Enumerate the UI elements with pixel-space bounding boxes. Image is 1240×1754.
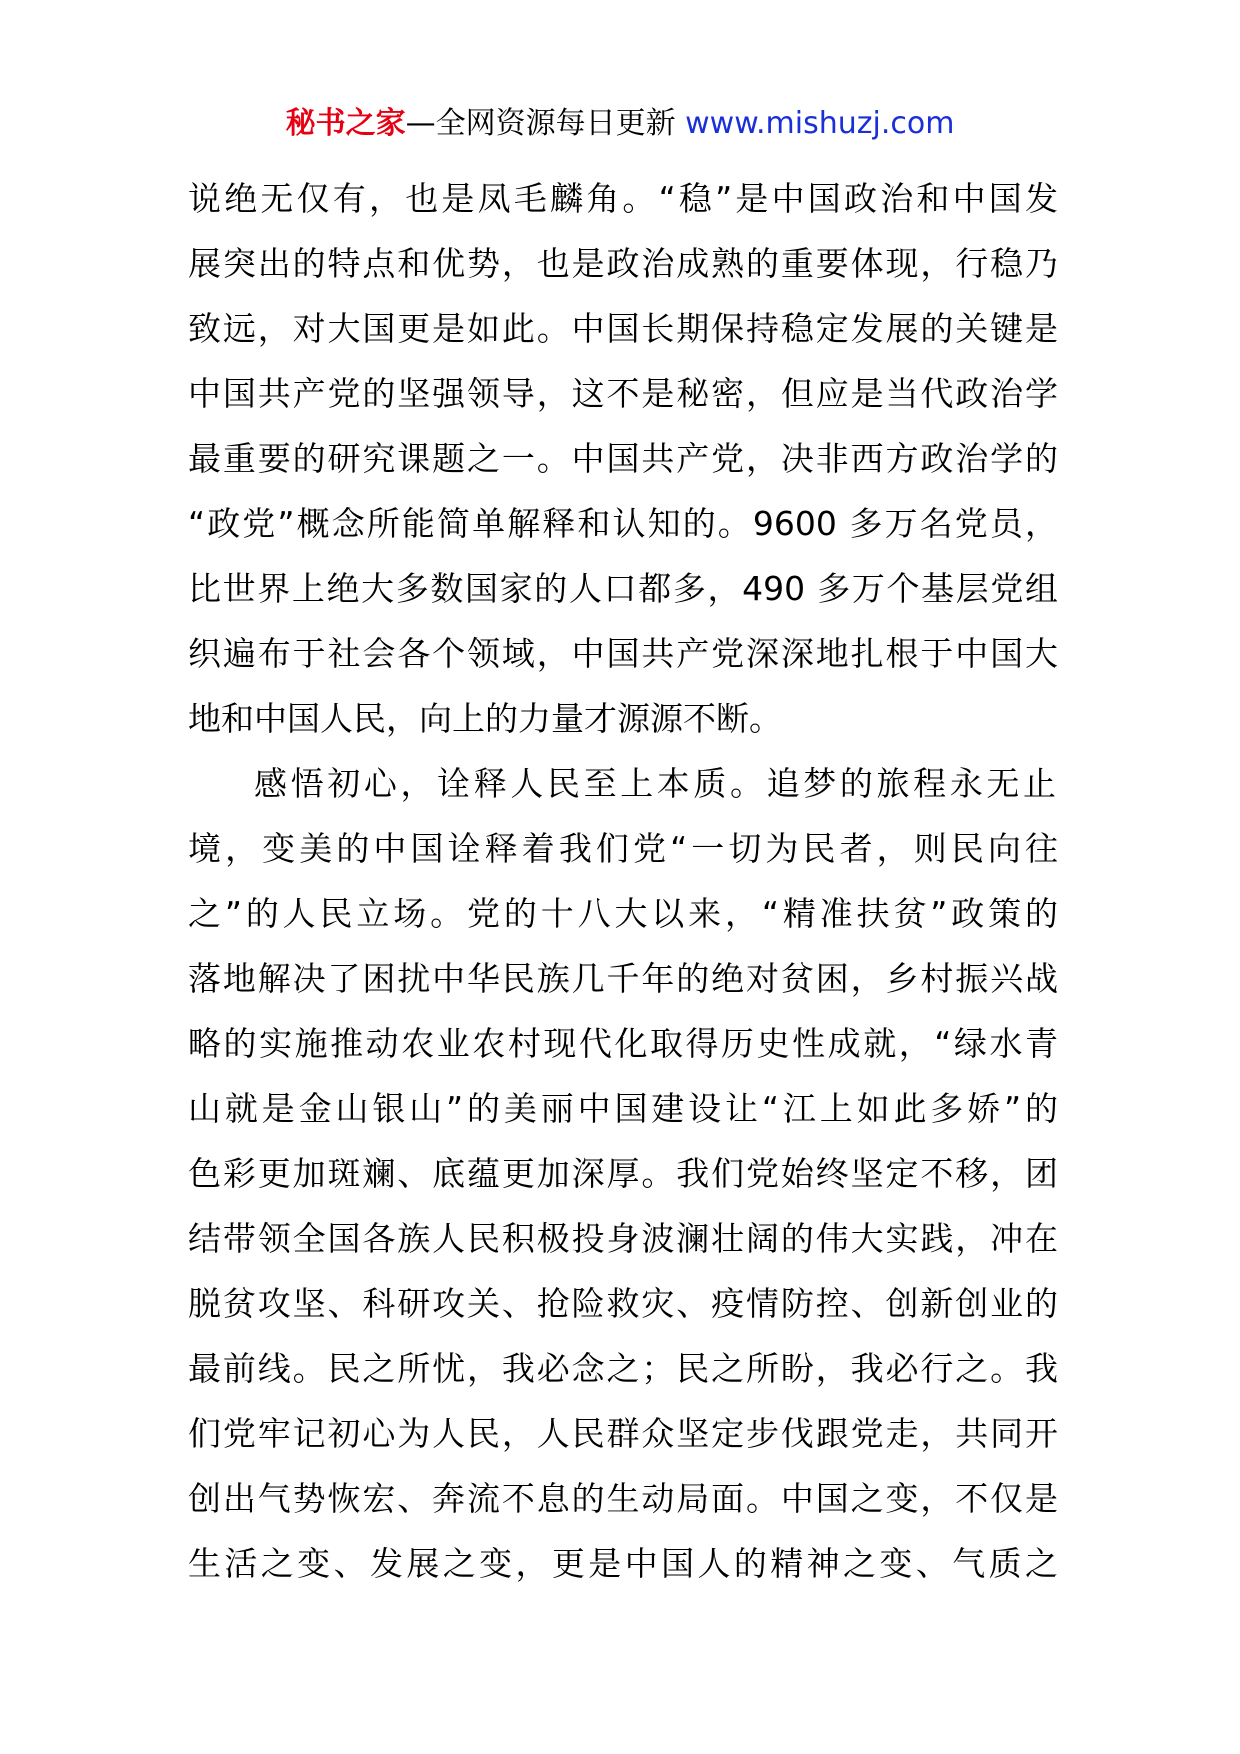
text-line: 色彩更加斑斓、底蕴更加深厚。我们党始终坚定不移，团: [188, 1154, 1058, 1193]
text-line: 结带领全国各族人民积极投身波澜壮阔的伟大实践，冲在: [188, 1219, 1058, 1258]
watermark-header: [0, 104, 1240, 144]
text-line: 脱贫攻坚、科研攻关、抢险救灾、疫情防控、创新创业的: [188, 1284, 1058, 1323]
text-line: 展突出的特点和优势，也是政治成熟的重要体现，行稳乃: [188, 244, 1058, 283]
text-line: 比世界上绝大多数国家的人口都多，490 多万个基层党组: [188, 569, 1058, 608]
text-line: 最前线。民之所忧，我必念之；民之所盼，我必行之。我: [188, 1349, 1058, 1388]
text-line: 山就是金山银山”的美丽中国建设让“江上如此多娇”的: [188, 1089, 1058, 1128]
text-line: 致远，对大国更是如此。中国长期保持稳定发展的关键是: [188, 309, 1058, 348]
text-line: 生活之变、发展之变，更是中国人的精神之变、气质之: [188, 1544, 1058, 1583]
text-line: 中国共产党的坚强领导，这不是秘密，但应是当代政治学: [188, 374, 1058, 413]
text-line: 之”的人民立场。党的十八大以来，“精准扶贫”政策的: [188, 894, 1058, 933]
text-line: 们党牢记初心为人民，人民群众坚定步伐跟党走，共同开: [188, 1414, 1058, 1453]
header-url-link[interactable]: www.mishuzj.com: [685, 106, 955, 141]
text-line: 地和中国人民，向上的力量才源源不断。: [188, 699, 782, 738]
text-line: 创出气势恢宏、奔流不息的生动局面。中国之变，不仅是: [188, 1479, 1058, 1518]
text-line: 境，变美的中国诠释着我们党“一切为民者，则民向往: [188, 829, 1058, 868]
header-tagline: —全网资源每日更新: [405, 106, 686, 141]
text-line: 略的实施推动农业农村现代化取得历史性成就，“绿水青: [188, 1024, 1058, 1063]
paragraph-first-line: 感悟初心，诠释人民至上本质。追梦的旅程永无止: [254, 764, 1058, 803]
text-line: “政党”概念所能简单解释和认知的。9600 多万名党员，: [188, 504, 1058, 543]
document-body: [188, 166, 1058, 1596]
text-line: 织遍布于社会各个领域，中国共产党深深地扎根于中国大: [188, 634, 1058, 673]
text-line: 最重要的研究课题之一。中国共产党，决非西方政治学的: [188, 439, 1058, 478]
text-line: 落地解决了困扰中华民族几千年的绝对贫困，乡村振兴战: [188, 959, 1058, 998]
text-line: 说绝无仅有，也是凤毛麟角。“稳”是中国政治和中国发: [188, 179, 1058, 218]
brand-name: 秘书之家: [285, 106, 406, 141]
